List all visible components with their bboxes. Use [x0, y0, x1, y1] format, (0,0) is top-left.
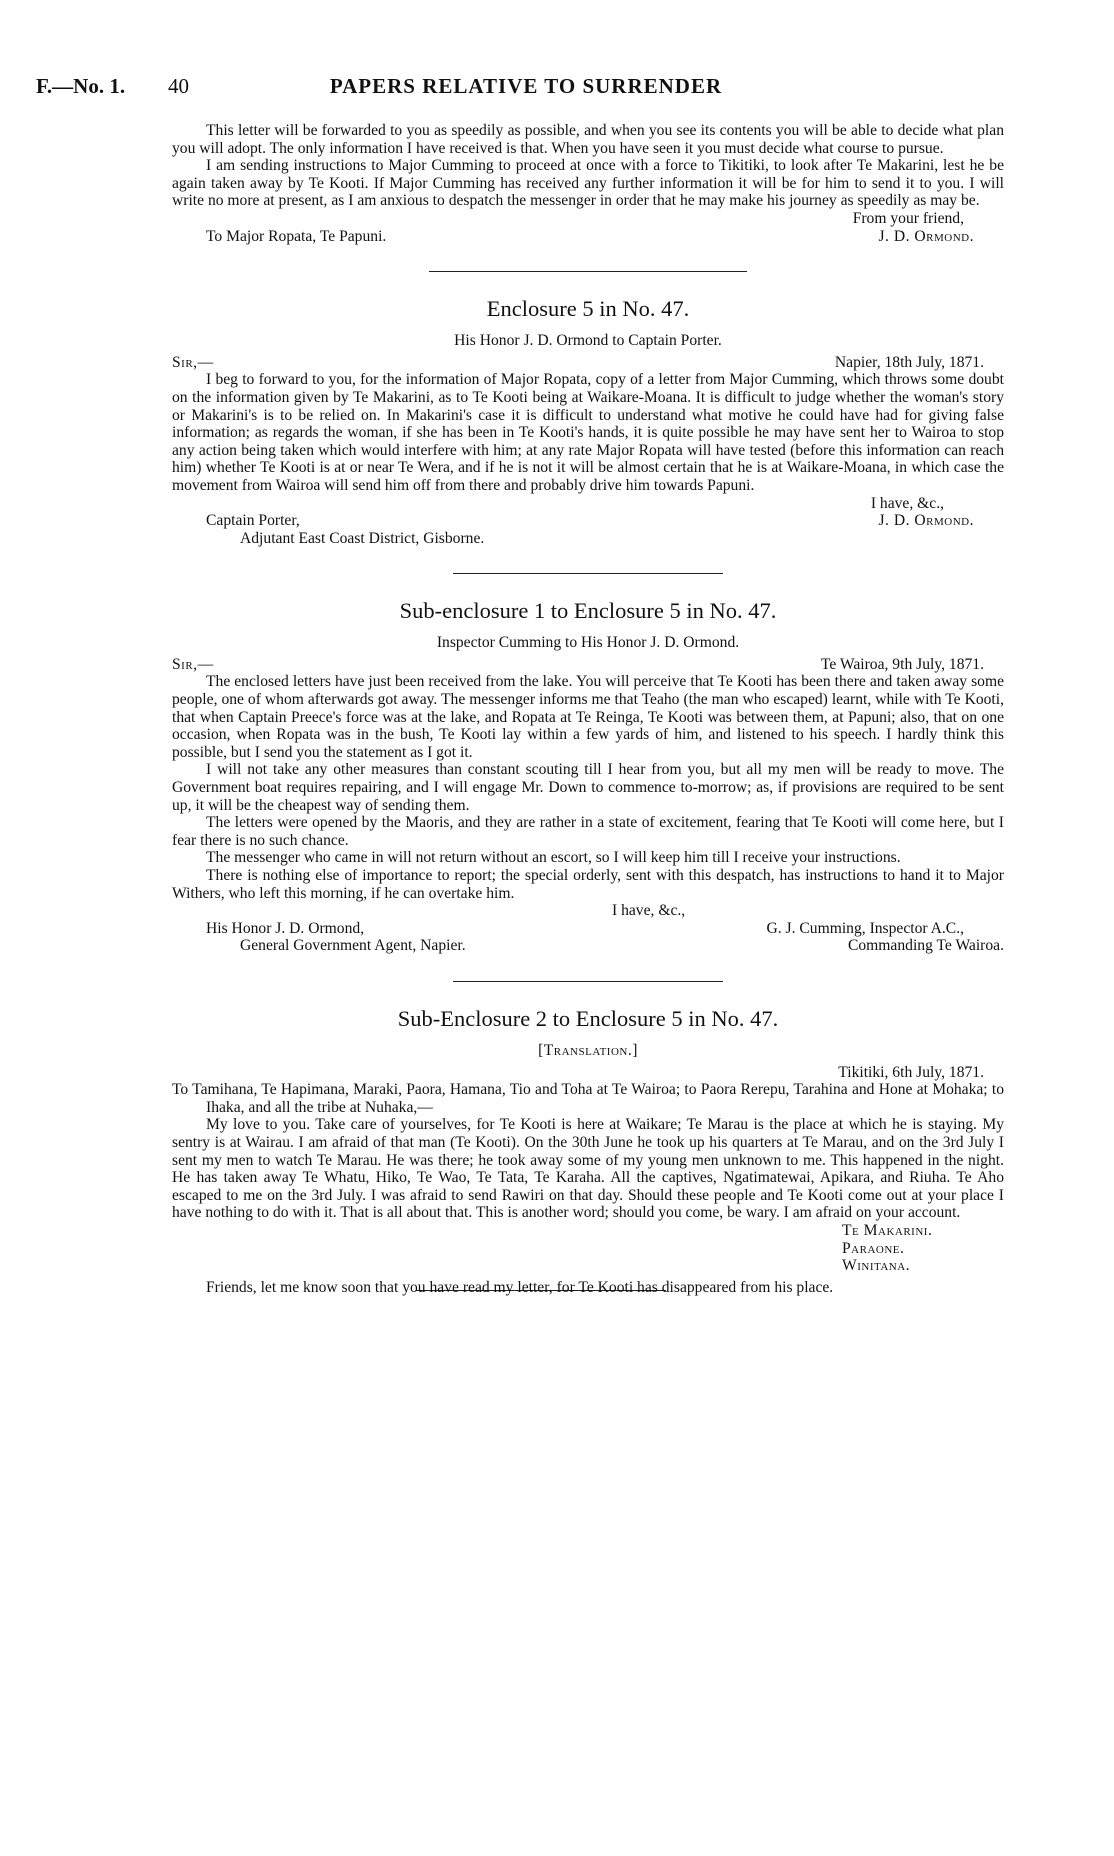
addressee-title: Adjutant East Coast District, Gisborne. — [240, 529, 485, 547]
addressee-title: General Government Agent, Napier. — [240, 937, 466, 955]
sub-enclosure-2 — [172, 1006, 1004, 1296]
paragraph: The enclosed letters have just been received from the lake. You will perceive that Te Kooti has been there and taken away some people, one of whom afterwards got away. The messenger informs me that Teaho (the man who escaped) learnt, while with Te Kooti, that when Captain Preece's force was at the lake, and Ropata at Te Reinga, Te Kooti was between them, at Papuni; also, that on one occasion, when Ropata was in the bush, Te Kooti lay within a few yards of him, and listened to his speech. I hardly think this possible, but I send you the statement as I got it. — [172, 673, 1004, 761]
page-number: 40 — [168, 74, 189, 98]
place-date: Te Wairoa, 9th July, 1871. — [820, 655, 984, 673]
addressee: To Major Ropata, Te Papuni. — [206, 227, 387, 245]
place-date: Tikitiki, 6th July, 1871. — [838, 1063, 984, 1081]
salutation-row — [172, 354, 1004, 372]
signatory: Te Makarini. — [842, 1221, 933, 1239]
divider — [453, 573, 723, 574]
sub-enclosure-1 — [172, 598, 1004, 955]
divider — [429, 271, 747, 272]
section-subheading: Inspector Cumming to His Honor J. D. Ormond. — [436, 634, 740, 652]
address-signature-row-2 — [172, 937, 1004, 955]
section-heading: Enclosure 5 in No. 47. — [486, 296, 690, 322]
signature: J. D. Ormond. — [878, 227, 974, 245]
paragraph: This letter will be forwarded to you as speedily as possible, and when you see its contents you will be able to decide what plan you will adopt. The only information I have received is that. When you have seen it you must decide what course to pursue. — [172, 122, 1004, 157]
salutation-row — [172, 656, 1004, 674]
place-date: Napier, 18th July, 1871. — [834, 353, 984, 371]
address-signature-row — [172, 228, 1004, 246]
salutation: Sir,— — [172, 353, 214, 371]
closing: I have, &c., — [870, 494, 944, 512]
paragraph: The messenger who came in will not return without an escort, so I will keep him till I receive your instructions. — [206, 849, 901, 867]
signatories — [842, 1222, 970, 1275]
signature: J. D. Ormond. — [878, 512, 974, 530]
address-signature-row — [172, 920, 1004, 938]
section-heading: Sub-enclosure 1 to Enclosure 5 in No. 47. — [399, 598, 777, 624]
enclosure-5 — [172, 296, 1004, 547]
running-header — [36, 74, 1016, 104]
signatory: Winitana. — [842, 1257, 911, 1275]
addressee: His Honor J. D. Ormond, — [206, 919, 365, 937]
paragraph: I will not take any other measures than constant scouting till I hear from you, but all my men will be ready to move. The Government boat requires repairing, and I will engage Mr. Down to commence to-morrow; as, if provisions are required to be sent up, it will be the cheapest way of sending them. — [172, 761, 1004, 814]
letter-address: To Tamihana, Te Hapimana, Maraki, Paora, Hamana, Tio and Toha at Te Wairoa; to Paora Rerepu, Tarahina and Hone at Mohaka; to Ihaka, and all the tribe at Nuhaka,— — [172, 1081, 1004, 1116]
paper-reference: F.—No. 1. — [36, 74, 126, 98]
document-body — [172, 122, 1004, 1296]
section-subheading: His Honor J. D. Ormond to Captain Porter. — [454, 332, 722, 350]
paragraph: I beg to forward to you, for the information of Major Ropata, copy of a letter from Major Cumming, which throws some doubt on the information given by Te Makarini, as to Te Kooti being at Waikare-Moana. It is difficult to judge whether the woman's story or Makarini's is to be relied on. In Makarini's case it is difficult to understand what motive he could have had for giving false information; as regards the woman, if she has been in Te Kooti's hands, it is quite possible he may have sent her to Wairoa to stop any action being taken which would interfere with him; at any rate Major Ropata will have tested (before this information can reach him) whether Te Kooti is at or near Te Wera, and if he is not it will be almost certain that he is at Waikare-Moana, in which case the movement from Wairoa will send him off from there and probably drive him towards Papuni. — [172, 371, 1004, 494]
paragraph: My love to you. Take care of yourselves, for Te Kooti is here at Waikare; Te Marau is the place at which he is staying. My sentry is at Wairau. I am afraid of that man (Te Kooti). On the 30th June he took up his quarters at Te Marau, and on the 3rd July I sent my men to watch Te Marau. He was there; he took away some of my young men unknown to me. This happened in the night. He has taken away Te Whatu, Hiko, Te Wao, Te Tata, Te Karaha. All the captives, Ngatimatewai, Apikara, and Riuha. Te Aho escaped to me on the 3rd July. I was afraid to send Rawiri on that day. Should these people and Te Kooti come out at your place I have nothing to do with it. That is all about that. This is another word; should you come, be wary. I am afraid on your account. — [172, 1116, 1004, 1222]
running-title: PAPERS RELATIVE TO SURRENDER — [329, 74, 723, 98]
address-signature-row — [172, 512, 1004, 530]
closing: From your friend, — [852, 209, 964, 227]
closing: I have, &c., — [612, 902, 686, 920]
addressee: Captain Porter, — [206, 512, 300, 530]
section-heading: Sub-Enclosure 2 to Enclosure 5 in No. 47. — [397, 1005, 779, 1031]
signatory: Paraone. — [842, 1239, 905, 1257]
top-letter — [172, 122, 1004, 245]
salutation: Sir,— — [172, 655, 214, 673]
paragraph: There is nothing else of importance to report; the special orderly, sent with this despatch, has instructions to hand it to Major Withers, who left this morning, if he can overtake him. — [172, 867, 1004, 902]
signature: G. J. Cumming, Inspector A.C., — [766, 919, 964, 937]
divider — [453, 981, 723, 982]
signature-title: Commanding Te Wairoa. — [847, 937, 1004, 955]
paragraph: I am sending instructions to Major Cumming to proceed at once with a force to Tikitiki, to look after Te Makarini, lest he be again taken away by Te Kooti. If Major Cumming has received any further information it will be for him to send it to you. I will write no more at present, as I am anxious to despatch the messenger in order that he may make his journey as speedily as may be. — [172, 157, 1004, 210]
postscript: Friends, let me know soon that you have read my letter, for Te Kooti has disappeared from his place. — [206, 1278, 834, 1296]
section-subheading: [Translation.] — [538, 1041, 638, 1059]
paragraph: The letters were opened by the Maoris, and they are rather in a state of excitement, fearing that Te Kooti will come here, but I fear there is no such chance. — [172, 814, 1004, 849]
